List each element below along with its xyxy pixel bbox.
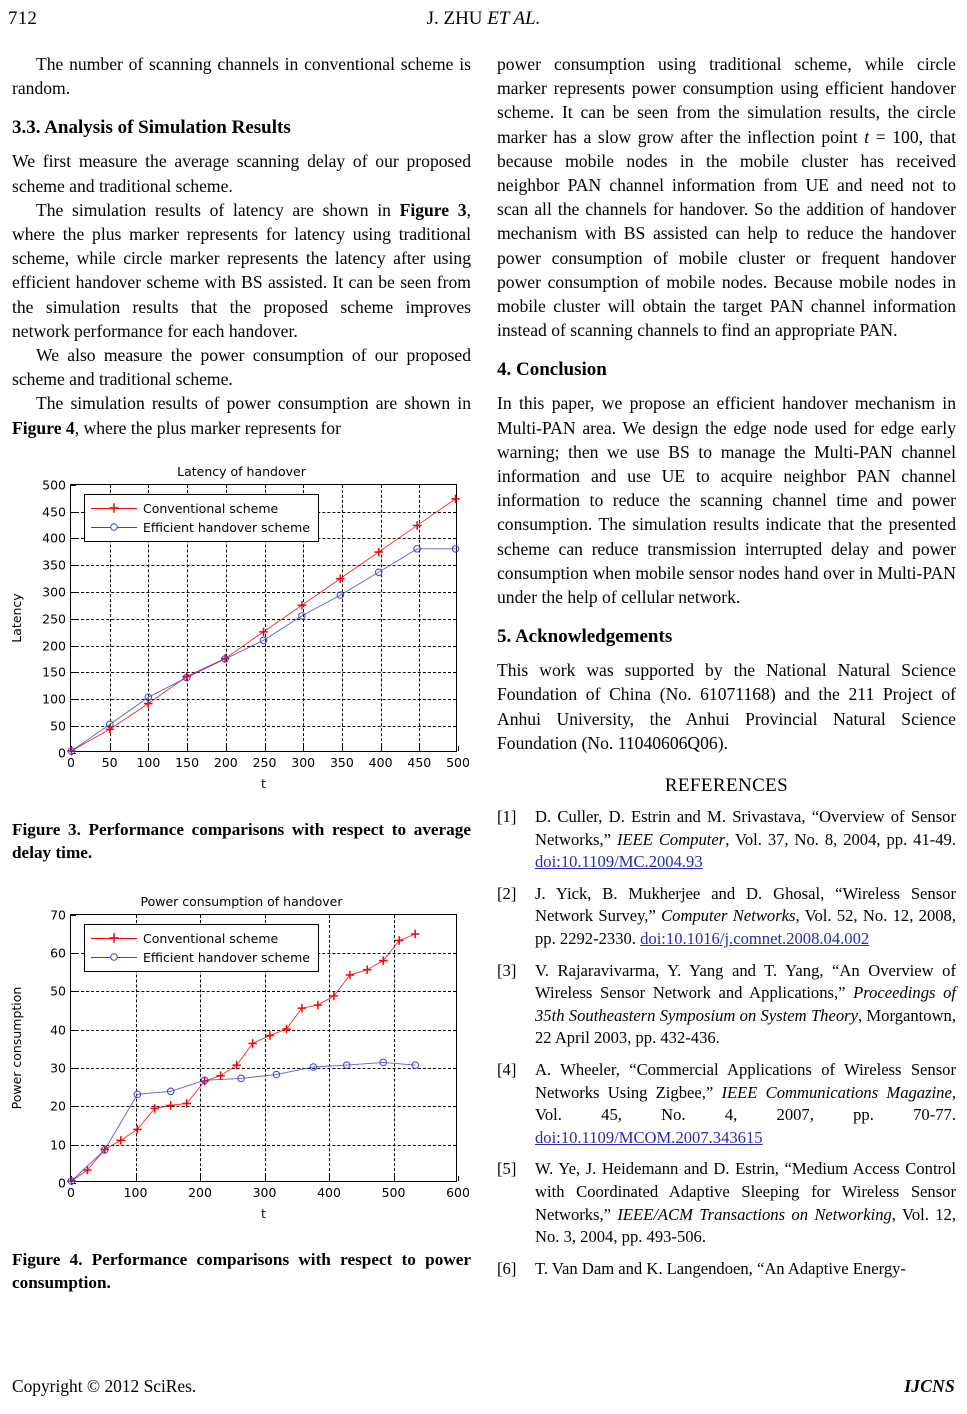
chart-y-tick-label: 400 [42, 530, 66, 546]
chart-y-tick-label: 10 [50, 1137, 66, 1153]
chart-marker-plus [330, 992, 339, 1001]
chart-marker-plus [379, 956, 388, 965]
chart-marker-plus [166, 1101, 175, 1110]
paragraph-2-part-c: , where the plus marker represents for latency using traditional scheme, while circle marker represents the latency after using efficient handover scheme with BS assisted. It can be seen from the simulation results that the proposed scheme improves network performance for each handover. [12, 199, 471, 341]
chart-legend-label: Conventional scheme [143, 930, 279, 946]
chart-marker-plus [336, 574, 345, 583]
chart-legend-label: Conventional scheme [143, 500, 279, 516]
reference-number: [6] [497, 1258, 517, 1278]
chart-x-tick-label: 300 [291, 754, 316, 770]
figure-3-chart [9, 458, 471, 808]
reference-details: , Vol. 52, No. 12, 2008, pp. 2292-2330. [535, 906, 956, 949]
inline-variable-t: t [864, 126, 870, 147]
figure-4-ref: Figure 4 [12, 417, 75, 438]
reference-text: J. Yick, B. Mukherjee and D. Ghosal, “Wireless Sensor Network Survey,” [535, 883, 956, 926]
reference-text: W. Ye, J. Heidemann and D. Estrin, “Medium Access Control with Coordinated Adaptive Sleeping for Wireless Sensor Networks,” [535, 1159, 956, 1224]
paragraph-acknowledgements: This work was supported by the National Natural Science Foundation of China (No. 61071168) and the 211 Project of Anhui University, the Anhui Provincial Natural Science Foundation (No. 11040606Q06). [497, 660, 956, 753]
paragraph-3: We also measure the power consumption of our proposed scheme and traditional scheme. [12, 345, 471, 390]
figure-3-ref: Figure 3 [399, 199, 467, 220]
chart-marker-plus [451, 494, 460, 503]
reference-details: , Vol. 45, No. 4, 2007, pp. 70-77. [535, 1082, 956, 1125]
figure-3-caption: Figure 3. Performance comparisons with respect to average delay time. [12, 819, 471, 862]
paragraph-right-1 [497, 52, 956, 342]
reference-text: D. Culler, D. Estrin and M. Srivastava, “Overview of Sensor Networks,” [535, 807, 956, 849]
paragraph-1: We first measure the average scanning delay of our proposed scheme and traditional scheme. [12, 151, 471, 196]
left-column [9, 52, 471, 1294]
chart-y-tick-label: 50 [50, 718, 66, 734]
chart-marker-plus [374, 548, 383, 557]
heading-5-acknowledgements: 5. Acknowledgements [497, 626, 673, 648]
reference-number: [1] [497, 807, 517, 827]
figure-4-caption: Figure 4. Performance comparisons with respect to power consumption. [12, 1249, 471, 1292]
chart-x-tick-label: 350 [329, 754, 354, 770]
references-heading: REFERENCES [664, 775, 789, 797]
legend-plus-marker-icon [91, 931, 137, 945]
chart-x-tick-label: 150 [175, 754, 200, 770]
chart-y-tick-label: 100 [42, 691, 66, 707]
reference-number: [2] [497, 883, 517, 903]
legend-circle-marker-icon [91, 520, 137, 534]
paragraph-4-part-c: , where the plus marker represents for [74, 417, 341, 438]
reference-details: , Vol. 12, No. 3, 2004, pp. 493-506. [535, 1204, 956, 1247]
reference-text: A. Wheeler, “Commercial Applications of Wireless Sensor Networks Using Zigbee,” [535, 1060, 956, 1102]
paragraph-2-part-a: The simulation results of latency are shown in [36, 199, 400, 220]
chart-y-tick-label: 40 [50, 1022, 66, 1038]
chart-y-tick-label: 200 [42, 638, 66, 654]
heading-4-conclusion: 4. Conclusion [497, 359, 607, 381]
chart-y-tick-label: 50 [50, 983, 66, 999]
chart-marker-plus [346, 971, 355, 980]
chart-marker-plus [314, 1001, 323, 1010]
chart-series [68, 545, 459, 754]
chart-x-tick-label: 450 [407, 754, 432, 770]
chart-x-tick-label: 0 [67, 754, 75, 770]
chart-series-line [71, 549, 455, 751]
chart-y-tick-label: 20 [50, 1098, 66, 1114]
paragraph-2 [12, 198, 471, 343]
chart-legend-label: Efficient handover scheme [143, 949, 310, 965]
right-column [497, 52, 956, 1289]
chart-marker-plus [363, 965, 372, 974]
chart-title: Latency of handover [177, 463, 306, 479]
reference-doi-link[interactable]: doi:10.1109/MCOM.2007.343615 [535, 1127, 763, 1147]
chart-x-tick-label: 0 [67, 1184, 75, 1200]
chart-marker-plus [298, 601, 307, 610]
reference-details: , Vol. 37, No. 8, 2004, pp. 41-49. [725, 829, 957, 849]
chart-y-tick-label: 30 [50, 1060, 66, 1076]
running-head-authors [0, 8, 967, 30]
chart-x-tick-label: 600 [446, 1184, 470, 1200]
chart-x-tick-label: 300 [252, 1184, 277, 1200]
chart-y-tick-label: 70 [50, 907, 66, 923]
figure-4 [9, 888, 471, 1294]
chart-x-tick-label: 400 [368, 754, 393, 770]
chart-marker-plus [282, 1025, 291, 1034]
reference-list [497, 806, 956, 1280]
legend-circle-marker-icon [91, 950, 137, 964]
reference-source-title: Proceedings of 35th Southeastern Symposium on System Theory [535, 983, 956, 1025]
chart-x-tick-label: 50 [101, 754, 118, 770]
chart-legend-item [91, 929, 310, 948]
reference-source-title: IEEE Communications Magazine [721, 1082, 952, 1102]
chart-marker-plus [182, 1099, 191, 1108]
chart-marker-plus [232, 1061, 241, 1070]
chart-x-tick-label: 100 [123, 1184, 148, 1200]
chart-marker-plus [259, 627, 268, 636]
reference-entry [497, 1158, 956, 1248]
reference-entry [497, 960, 956, 1050]
chart-legend [84, 494, 319, 542]
running-head [0, 8, 967, 34]
reference-number: [4] [497, 1060, 517, 1080]
chart-x-tick-label: 250 [252, 754, 277, 770]
chart-y-tick-label: 150 [42, 664, 66, 680]
chart-y-axis-label: Latency [9, 593, 24, 643]
chart-x-tick-label: 500 [446, 754, 470, 770]
chart-marker-plus [266, 1031, 275, 1040]
reference-doi-link[interactable]: doi:10.1016/j.comnet.2008.04.002 [640, 929, 870, 949]
page-number: 712 [8, 8, 38, 29]
chart-x-axis-label: t [261, 775, 266, 791]
reference-number: [3] [497, 960, 517, 980]
copyright-text: Copyright © 2012 SciRes. [12, 1376, 197, 1396]
chart-x-tick-label: 500 [381, 1184, 406, 1200]
chart-legend [84, 924, 319, 972]
paragraph-4 [12, 391, 471, 439]
reference-entry [497, 1059, 956, 1149]
chart-x-tick [458, 1176, 459, 1181]
chart-marker-plus [248, 1039, 257, 1048]
chart-marker-plus [413, 521, 422, 530]
chart-legend-item [91, 948, 310, 967]
chart-x-tick-label: 200 [188, 1184, 212, 1200]
chart-x-axis-label: t [261, 1205, 266, 1221]
chart-y-tick-label: 350 [42, 557, 66, 573]
journal-abbreviation: IJCNS [904, 1376, 955, 1396]
paragraph-top: The number of scanning channels in conventional scheme is random. [12, 54, 471, 99]
reference-number: [5] [497, 1159, 517, 1179]
paragraph-right-1-part-a: power consumption using traditional scheme, while circle marker represents power consumption using efficient handover scheme. It can be seen from the simulation results, the circle marker has a slow grow after the inflection point [497, 54, 956, 147]
legend-plus-marker-icon [91, 501, 137, 515]
chart-marker-plus [116, 1136, 125, 1145]
chart-y-tick-label: 450 [42, 504, 66, 520]
reference-source-title: IEEE Computer [616, 829, 726, 849]
chart-x-tick-label: 200 [213, 754, 238, 770]
reference-entry [497, 806, 956, 874]
paragraph-conclusion: In this paper, we propose an efficient handover mechanism in Multi-PAN area. We design the edge node used for edge early warning; then we use BS to manage the Multi-PAN channel information and use UE to acquire neighbor PAN channel information to reduce the scanning channel time and power consumption. The simulation results indicate that the presented scheme can reduce transmission interrupted delay and power consumption when mobile sensor nodes hand over in Multi-PAN under the help of cellular network. [497, 393, 956, 608]
paragraph-4-part-a: The simulation results of power consumption are shown in [36, 393, 471, 414]
reference-details: , Morgantown, 22 April 2003, pp. 432-436. [535, 1005, 956, 1048]
paragraph-right-1-part-b: = 100, that because mobile nodes in the mobile cluster has received neighbor PAN channel information from UE and need not to scan all the channels for handover. So the addition of handover mechanism with BS assisted can help to reduce the handover power consumption of mobile cluster or frequent handover power consumption of mobile nodes. Because mobile nodes in mobile cluster will obtain the target PAN channel information instead of scanning channels to find an appropriate PAN. [497, 126, 956, 341]
reference-entry [497, 1258, 956, 1281]
chart-y-tick-label: 0 [58, 1175, 66, 1191]
chart-marker-plus [411, 930, 420, 939]
chart-y-tick-label: 250 [42, 611, 66, 627]
reference-source-title: IEEE/ACM Transactions on Networking [617, 1204, 892, 1224]
heading-3-3: 3.3. Analysis of Simulation Results [12, 117, 291, 139]
chart-y-tick-label: 0 [58, 745, 66, 761]
chart-y-axis-label: Power consumption [9, 986, 24, 1110]
figure-4-chart [9, 888, 471, 1238]
chart-x-tick [458, 746, 459, 751]
chart-y-tick-label: 500 [42, 477, 66, 493]
chart-x-tick-label: 400 [317, 1184, 341, 1200]
chart-legend-label: Efficient handover scheme [143, 519, 310, 535]
chart-marker-plus [216, 1071, 225, 1080]
reference-entry [497, 883, 956, 951]
chart-marker-plus [298, 1004, 307, 1013]
running-head-etal: ET AL. [487, 8, 541, 29]
chart-marker-plus [395, 936, 404, 945]
reference-source-title: Computer Networks [661, 906, 796, 926]
reference-text: V. Rajaravivarma, Y. Yang and T. Yang, “An Overview of Wireless Sensor Network and Applications,” [535, 960, 956, 1003]
reference-doi-link[interactable]: doi:10.1109/MC.2004.93 [535, 852, 703, 872]
chart-legend-item [91, 518, 310, 537]
chart-series [68, 1059, 418, 1184]
chart-title: Power consumption of handover [140, 893, 343, 909]
chart-legend-item [91, 499, 310, 518]
chart-x-tick-label: 100 [136, 754, 161, 770]
chart-y-tick-label: 60 [50, 945, 66, 961]
figure-3 [9, 458, 471, 864]
reference-text: T. Van Dam and K. Langendoen, “An Adaptive Energy- [535, 1258, 906, 1278]
page-footer [0, 1376, 967, 1398]
chart-y-tick-label: 300 [42, 584, 66, 600]
running-head-author-name: J. ZHU [426, 8, 483, 29]
